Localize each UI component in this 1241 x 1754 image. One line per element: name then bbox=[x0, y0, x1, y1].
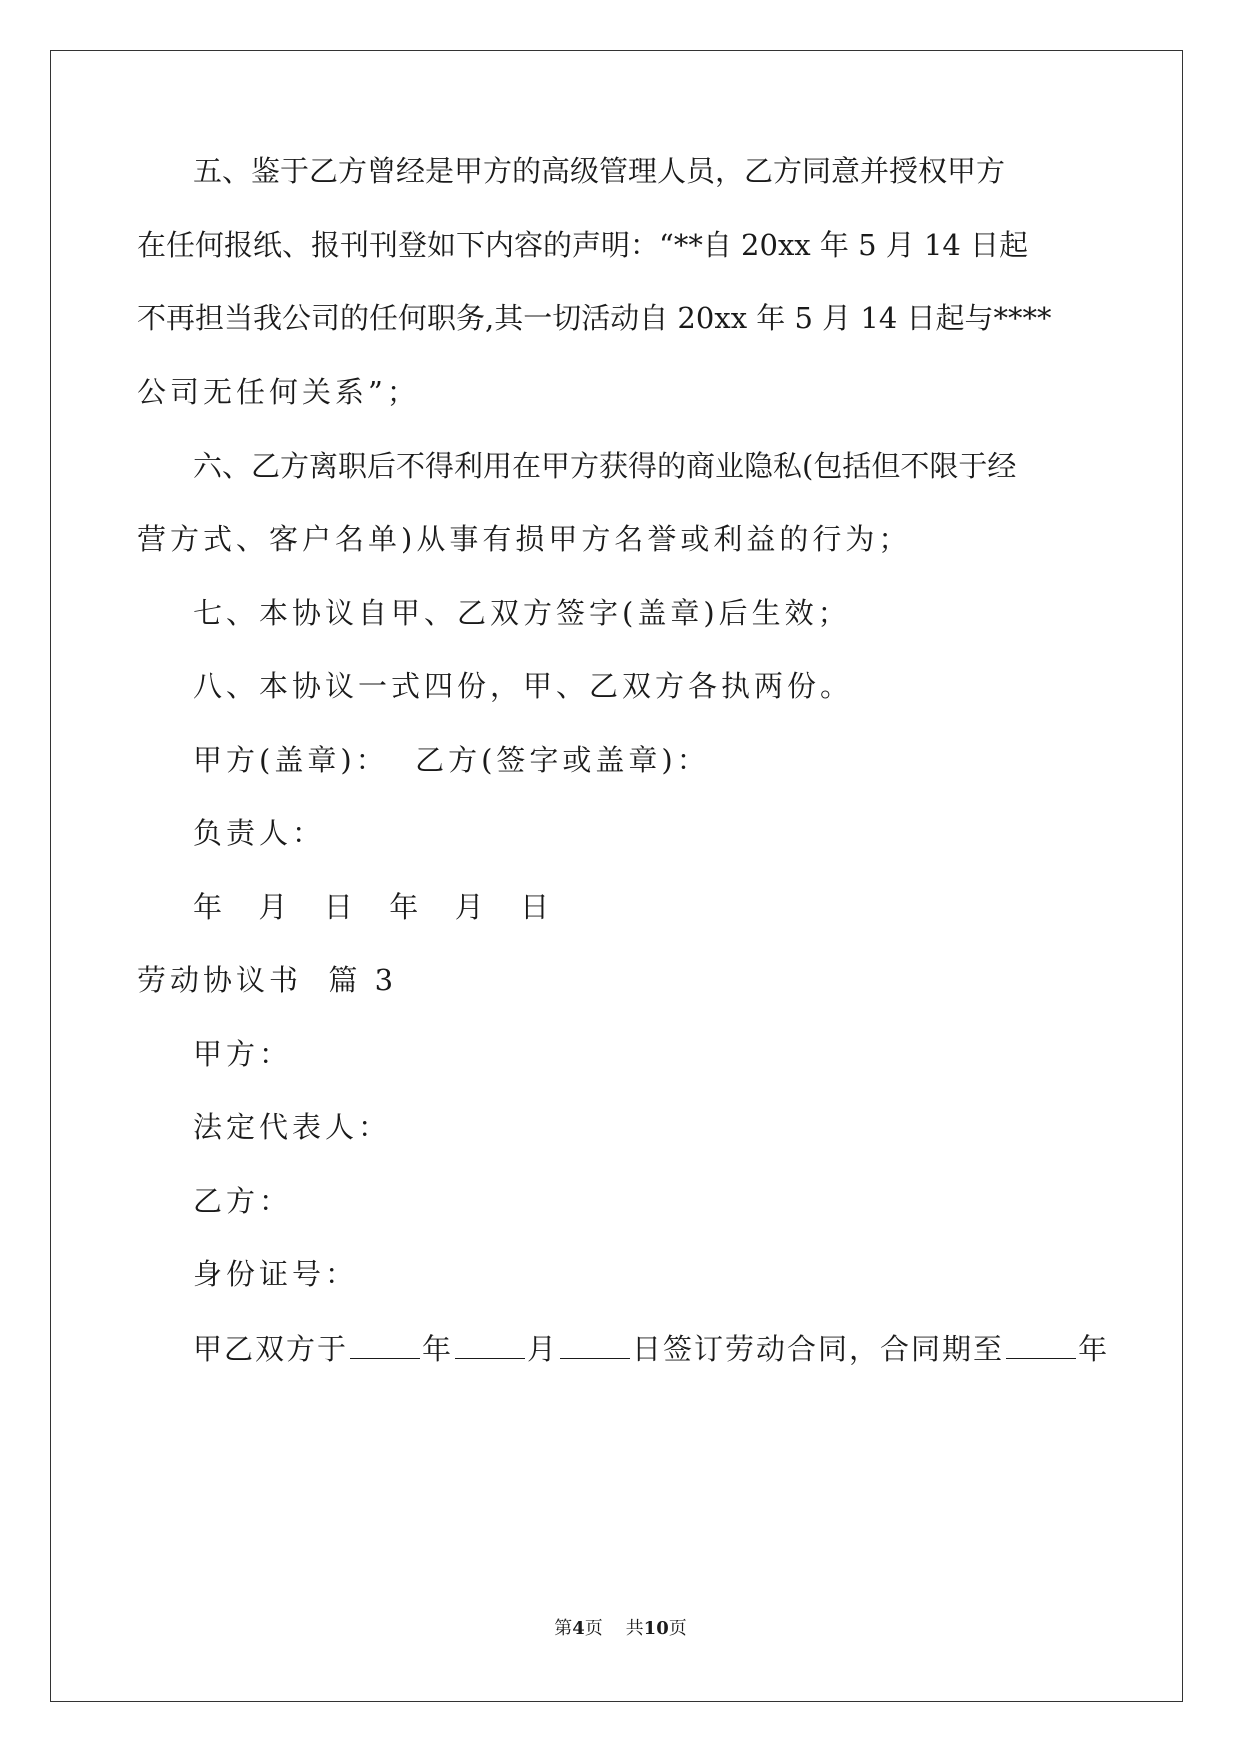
clause-7: 七、本协议自甲、乙双方签字(盖章)后生效； bbox=[193, 596, 851, 630]
month-blank bbox=[455, 1328, 525, 1359]
footer-total-pages: 10 bbox=[643, 1618, 669, 1639]
contract-text-2: 年 bbox=[422, 1332, 454, 1366]
clause-5-line-1: 五、鉴于乙方曾经是甲方的高级管理人员，乙方同意并授权甲方 bbox=[193, 154, 1006, 188]
clause-5-line-3: 不再担当我公司的任何职务,其一切活动自 20xx 年 5 月 14 日起与**** bbox=[137, 301, 1052, 335]
id-number-label: 身份证号： bbox=[193, 1257, 359, 1291]
footer-suffix: 页 bbox=[668, 1618, 687, 1639]
footer-prefix: 第 bbox=[554, 1618, 573, 1639]
contract-date-line bbox=[193, 1328, 1109, 1369]
signature-date-line: 年 月 日 年 月 日 bbox=[193, 890, 556, 924]
clause-5-line-4: 公司无任何关系”； bbox=[137, 375, 420, 409]
clause-6-line-1: 六、乙方离职后不得利用在甲方获得的商业隐私(包括但不限于经 bbox=[193, 449, 1017, 483]
party-b-label: 乙方： bbox=[193, 1184, 293, 1218]
footer-current-page: 4 bbox=[572, 1618, 585, 1639]
day-blank bbox=[560, 1328, 630, 1359]
footer-mid: 页 共 bbox=[584, 1618, 644, 1639]
responsible-person: 负责人： bbox=[193, 816, 326, 850]
section-title: 劳动协议书 篇 3 bbox=[137, 963, 398, 997]
end-year-blank bbox=[1006, 1328, 1076, 1359]
contract-text-1: 甲乙双方于 bbox=[193, 1332, 349, 1366]
clause-8: 八、本协议一式四份，甲、乙双方各执两份。 bbox=[193, 669, 854, 703]
clause-6-line-2: 营方式、客户名单)从事有损甲方名誉或利益的行为； bbox=[137, 522, 912, 556]
contract-text-3: 月 bbox=[527, 1332, 559, 1366]
signature-parties: 甲方(盖章)： 乙方(签字或盖章)： bbox=[193, 743, 710, 777]
legal-representative-label: 法定代表人： bbox=[193, 1110, 392, 1144]
clause-5-line-2: 在任何报纸、报刊刊登如下内容的声明：“**自 20xx 年 5 月 14 日起 bbox=[137, 228, 1029, 262]
contract-text-5: 年 bbox=[1078, 1332, 1110, 1366]
contract-text-4: 日签订劳动合同，合同期至 bbox=[632, 1332, 1005, 1366]
page-footer bbox=[0, 1617, 1241, 1641]
year-blank bbox=[350, 1328, 420, 1359]
party-a-label: 甲方： bbox=[193, 1037, 293, 1071]
